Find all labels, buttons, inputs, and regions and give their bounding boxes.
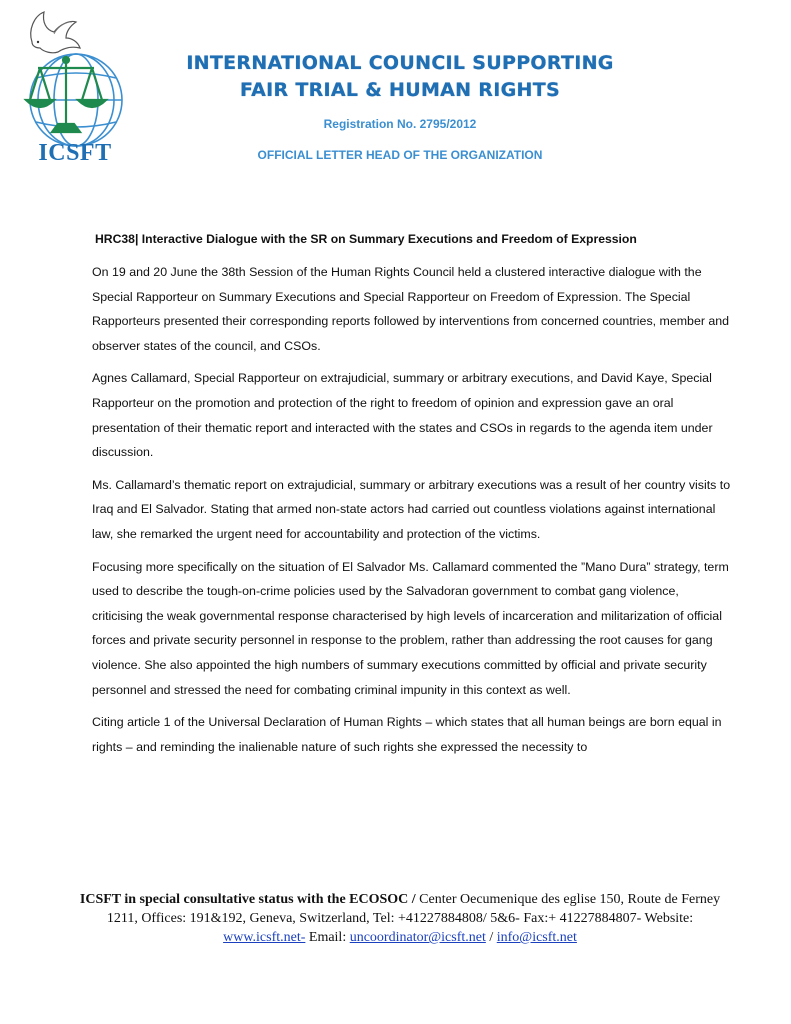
email-link-uncoordinator[interactable]: uncoordinator@icsft.net xyxy=(349,930,486,945)
consultative-status: ICSFT in special consultative status with the ECOSOC / xyxy=(79,892,416,907)
email-separator: / xyxy=(485,930,497,945)
paragraph: Focusing more specifically on the situation of El Salvador Ms. Callamard commented the ”Mano Dura” strategy, term used to describe the tough-on-crime policies used by the Salvadoran government to combat gang violence, criticising the weak governmental response characterised by high levels of incarceration and militarization of official forces and private security personnel in response to the problem, rather than addressing the root causes for gang violence. She also appointed the high numbers of summary executions committed by official and private security personnel and stressed the need for combating criminal impunity in this context as well. xyxy=(92,559,729,697)
registration-number: Registration No. 2795/2012 xyxy=(323,117,477,131)
organization-title-line-2: FAIR TRIAL & HUMAN RIGHTS xyxy=(240,79,560,101)
document-heading: HRC38| Interactive Dialogue with the SR on Summary Executions and Freedom of Expression xyxy=(95,232,637,246)
paragraph: On 19 and 20 June the 38th Session of the Human Rights Council held a clustered interactive dialogue with the Special Rapporteur on Summary Executions and Special Rapporteur on Freedom of Expression. The Special Rapporteurs presented their corresponding reports followed by interventions from concerned countries, member and observer states of the council, and CSOs. xyxy=(92,265,730,353)
footer-contact xyxy=(70,890,730,947)
organization-title-line-1: INTERNATIONAL COUNCIL SUPPORTING xyxy=(186,52,614,74)
dove-icon xyxy=(31,12,80,53)
website-link[interactable]: www.icsft.net- xyxy=(223,930,306,945)
email-link-info[interactable]: info@icsft.net xyxy=(496,930,577,945)
letterhead-caption: OFFICIAL LETTER HEAD OF THE ORGANIZATION xyxy=(257,148,543,162)
footer-address: Center Oecumenique des eglise 150, Route de Ferney 1211, Offices: 191&192, Geneva, Switzerland, Tel: +41227884808/ 5&6- Fax:+ 41227884807- Website: xyxy=(106,892,721,926)
paragraph: Ms. Callamard’s thematic report on extrajudicial, summary or arbitrary executions was a result of her country visits to Iraq and El Salvador. Stating that armed non-state actors had carried out countless violations against international law, she remarked the urgent need for accountability and protection of the victims. xyxy=(92,477,731,541)
paragraph: Citing article 1 of the Universal Declaration of Human Rights – which states that all human beings are born equal in rights – and reminding the inalienable nature of such rights she expressed the necessity to xyxy=(92,715,722,754)
email-label: Email: xyxy=(305,930,350,945)
paragraph: Agnes Callamard, Special Rapporteur on extrajudicial, summary or arbitrary executions, and David Kaye, Special Rapporteur on the promotion and protection of the right to freedom of opinion and expression gave an oral presentation of their thematic report and interacted with the states and CSOs in regards to the agenda item under discussion. xyxy=(92,371,713,460)
document-body xyxy=(92,260,732,767)
logo-wordmark: ICSFT xyxy=(38,140,112,166)
